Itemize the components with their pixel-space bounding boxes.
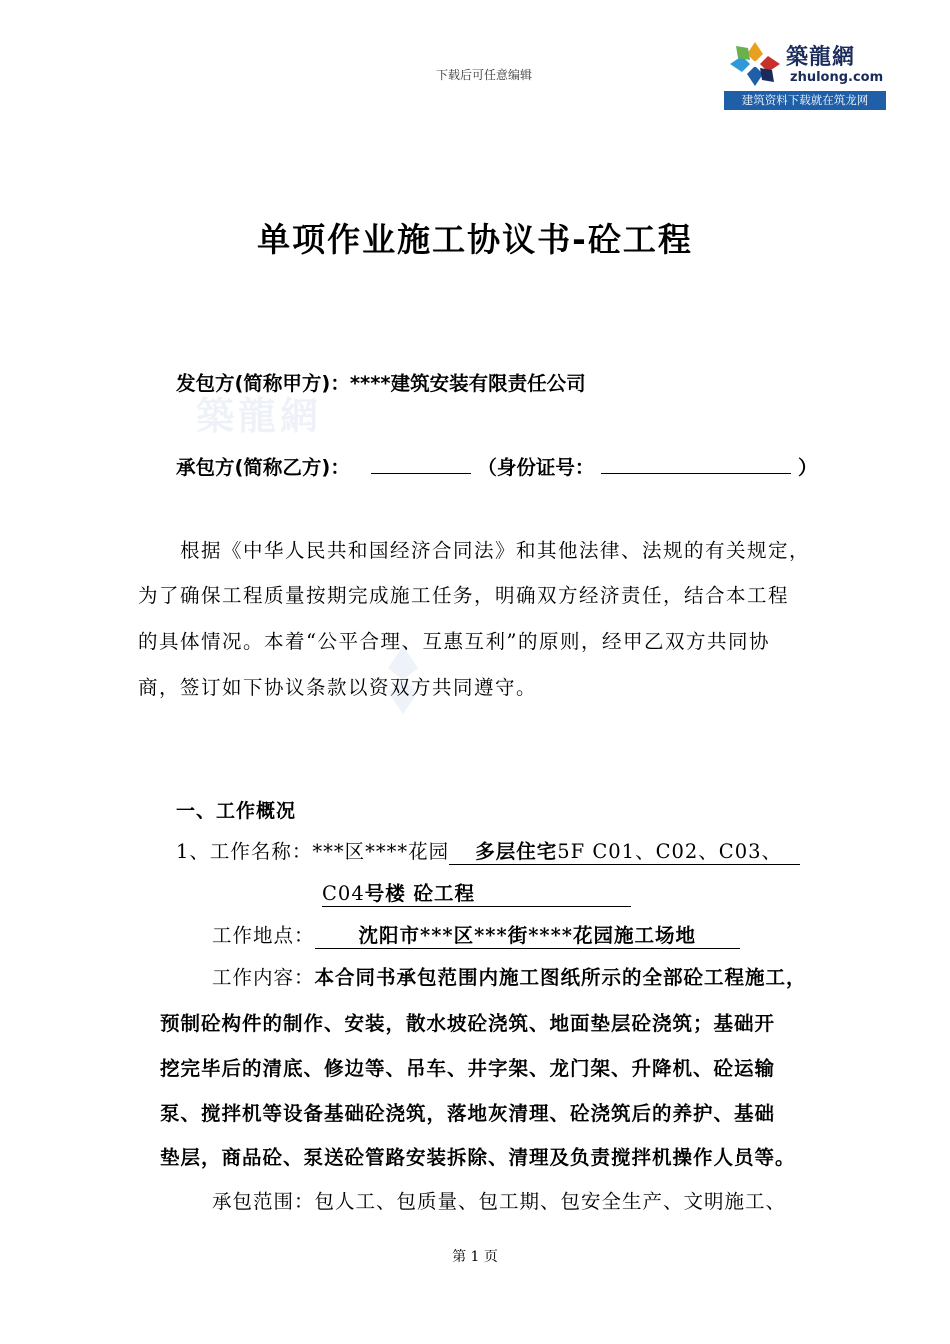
header-note: 下载后可任意编辑 [436, 68, 533, 82]
work-name-line [176, 836, 800, 864]
party-b-id-blank[interactable] [601, 453, 791, 474]
work-content-text-1: 本合同书承包范围内施工图纸所示的全部砼工程施工， [314, 966, 807, 989]
zhulong-logo[interactable] [724, 34, 886, 110]
intro-line-1: 根据《中华人民共和国经济合同法》和其他法律、法规的有关规定， [180, 539, 811, 562]
party-b-close: ） [798, 456, 818, 479]
work-content-label: 工作内容： [212, 966, 315, 989]
logo-chinese-name: 築龍網 [786, 45, 856, 70]
work-location-line [212, 920, 740, 948]
work-name-label: 1、工作名称： [176, 840, 313, 863]
work-location-value: 沈阳市***区***街****花园施工场地 [315, 924, 740, 949]
work-content-line-2: 预制砼构件的制作、安装，散水坡砼浇筑、地面垫层砼浇筑；基础开 [160, 1012, 776, 1035]
work-content-line-5: 垫层，商品砼、泵送砼管路安装拆除、清理及负责搅拌机操作人员等。 [160, 1146, 796, 1169]
page-number: 第 1 页 [452, 1249, 498, 1265]
section-1-heading: 一、工作概况 [176, 800, 297, 822]
party-b-name-blank[interactable] [371, 453, 471, 474]
work-location-label: 工作地点： [212, 924, 315, 947]
work-name-line-2-prefix: C04 [322, 882, 365, 905]
logo-pinwheel-icon [728, 40, 782, 88]
work-content-line-1 [212, 962, 807, 990]
intro-line-4: 商，签订如下协议条款以资双方共同遵守。 [138, 676, 538, 699]
party-a-label: 发包方(简称甲方)： [176, 372, 350, 395]
logo-domain: zhulong.com [790, 70, 884, 85]
logo-slogan: 建筑资料下载就在筑龙网 [724, 91, 886, 110]
intro-line-2: 为了确保工程质量按期完成施工任务，明确双方经济责任，结合本工程 [138, 584, 790, 607]
work-name-line-2-value [322, 882, 631, 907]
work-name-bold: 多层住宅 [475, 840, 558, 863]
scope-line [212, 1186, 786, 1214]
work-name-rest: 5F C01、C02、C03、 [557, 840, 783, 863]
party-b-id-label: （身份证号： [477, 456, 595, 479]
work-content-line-4: 泵、搅拌机等设备基础砼浇筑，落地灰清理、砼浇筑后的养护、基础 [160, 1102, 776, 1125]
party-a-value: ****建筑安装有限责任公司 [349, 372, 586, 395]
party-b-label: 承包方(简称乙方)： [176, 456, 350, 479]
scope-value: 包人工、包质量、包工期、包安全生产、文明施工、 [314, 1190, 787, 1213]
work-name-line-2 [322, 878, 631, 906]
work-content-line-3: 挖完毕后的清底、修边等、吊车、井字架、龙门架、升降机、砼运输 [160, 1057, 776, 1080]
party-a-line [176, 368, 586, 396]
work-name-value [449, 840, 800, 865]
intro-line-3: 的具体情况。本着“公平合理、互惠互利”的原则，经甲乙双方共同协 [138, 630, 770, 653]
scope-label: 承包范围： [212, 1190, 315, 1213]
document-title: 单项作业施工协议书-砼工程 [257, 220, 693, 259]
party-b-line [176, 452, 818, 480]
work-name-line-2-bold: 号楼 砼工程 [364, 882, 476, 905]
watermark-text: 築龍網 [196, 394, 323, 438]
work-name-prefix: ***区****花园 [312, 840, 450, 863]
